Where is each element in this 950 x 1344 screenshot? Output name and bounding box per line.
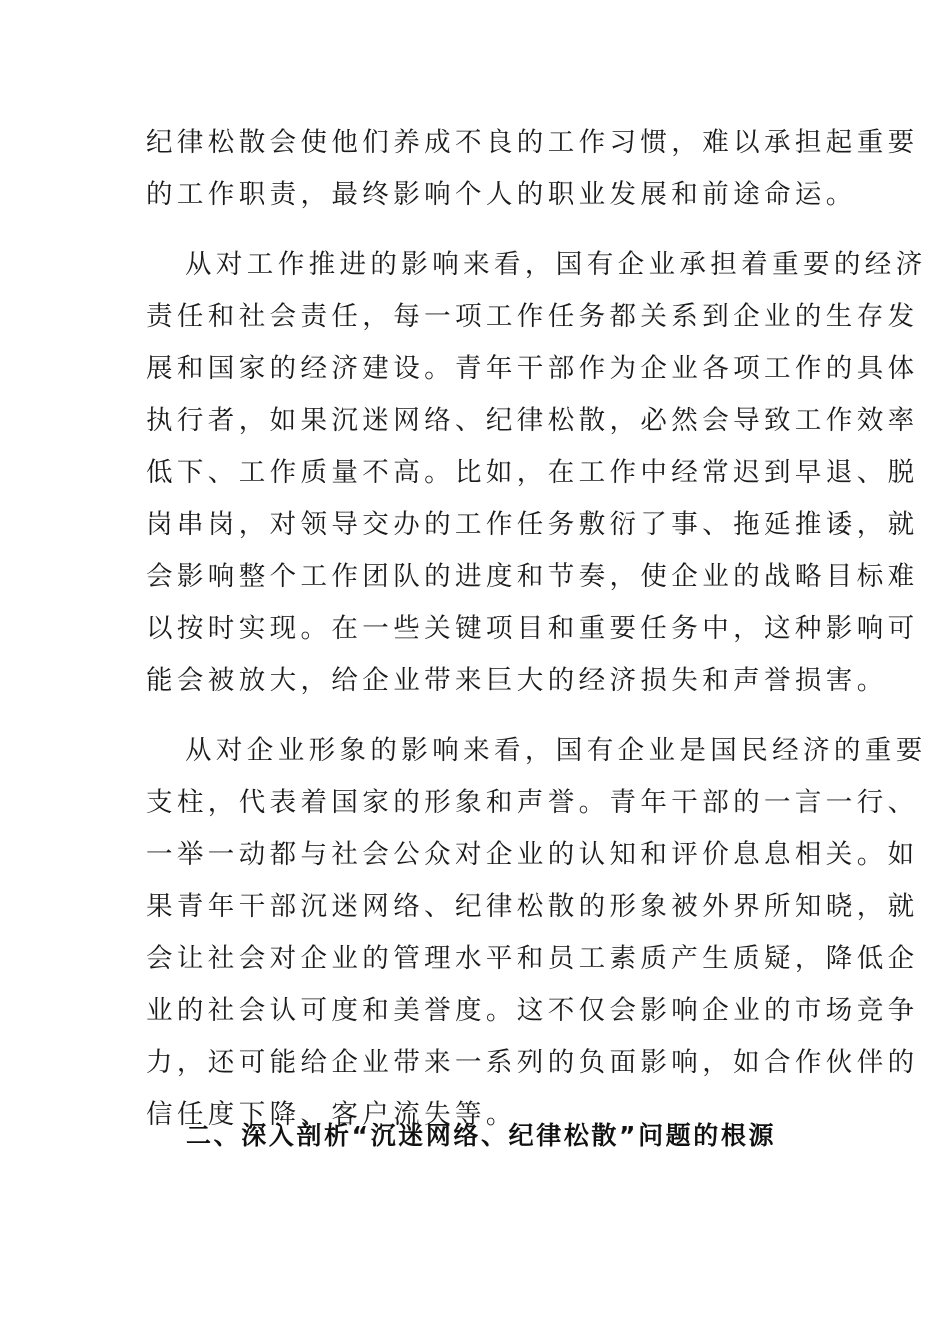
paragraph-2-line-9: 能会被放大，给企业带来巨大的经济损失和声誉损害。 (146, 665, 888, 696)
paragraph-2-line-2: 责任和社会责任，每一项工作任务都关系到企业的生存发 (146, 301, 919, 332)
paragraph-3-line-1: 从对企业形象的影响来看，国有企业是国民经济的重要 (185, 735, 927, 766)
paragraph-1-line-1: 纪律松散会使他们养成不良的工作习惯，难以承担起重要 (146, 127, 919, 158)
paragraph-2-line-5: 低下、工作质量不高。比如，在工作中经常迟到早退、脱 (146, 457, 919, 488)
paragraph-3-line-5: 会让社会对企业的管理水平和员工素质产生质疑，降低企 (146, 943, 919, 974)
paragraph-2-line-4: 执行者，如果沉迷网络、纪律松散，必然会导致工作效率 (146, 405, 919, 436)
paragraph-1-line-2: 的工作职责，最终影响个人的职业发展和前途命运。 (146, 179, 857, 210)
paragraph-2-line-7: 会影响整个工作团队的进度和节奏，使企业的战略目标难 (146, 561, 919, 592)
section-heading: 二、深入剖析“沉迷网络、纪律松散”问题的根源 (186, 1121, 777, 1150)
paragraph-3-line-8: 信任度下降、客户流失等。 (146, 1099, 517, 1130)
paragraph-3-line-4: 果青年干部沉迷网络、纪律松散的形象被外界所知晓，就 (146, 891, 919, 922)
paragraph-3-line-2: 支柱，代表着国家的形象和声誉。青年干部的一言一行、 (146, 787, 919, 818)
paragraph-2-line-6: 岗串岗，对领导交办的工作任务敷衍了事、拖延推诿，就 (146, 509, 919, 540)
paragraph-3-line-7: 力，还可能给企业带来一系列的负面影响，如合作伙伴的 (146, 1047, 919, 1078)
paragraph-2-line-8: 以按时实现。在一些关键项目和重要任务中，这种影响可 (146, 613, 919, 644)
paragraph-2-line-3: 展和国家的经济建设。青年干部作为企业各项工作的具体 (146, 353, 919, 384)
paragraph-3-line-6: 业的社会认可度和美誉度。这不仅会影响企业的市场竞争 (146, 995, 919, 1026)
paragraph-2-line-1: 从对工作推进的影响来看，国有企业承担着重要的经济 (185, 249, 927, 280)
paragraph-3-line-3: 一举一动都与社会公众对企业的认知和评价息息相关。如 (146, 839, 919, 870)
